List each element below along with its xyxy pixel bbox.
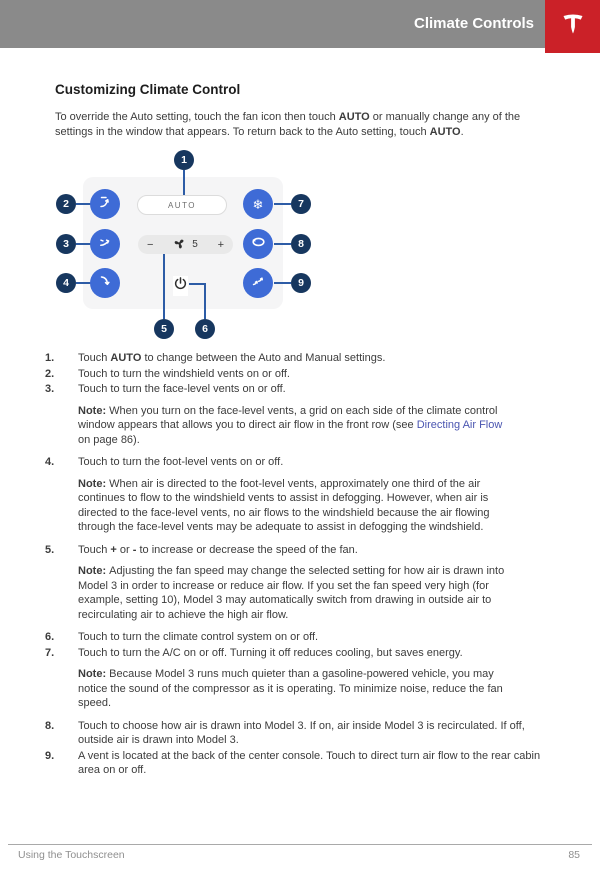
auto-button: AUTO <box>137 195 227 215</box>
note-paragraph: Note: Adjusting the fan speed may change the selected setting for how air is drawn into Model 3 in order to increase or reduce air flow. If you set the fan speed very high (for example, setting 10), Model 3 may automatically switch from drawing in outside air to recirculating air to achieve the high air flow. <box>78 565 505 621</box>
instruction-list <box>0 351 558 778</box>
fan-speed-control <box>138 235 233 254</box>
list-item: 6. Touch to turn the climate control system on or off. <box>45 631 319 643</box>
list-item: 8. Touch to choose how air is drawn into Model 3. If on, air inside Model 3 is recirculated. If off, outside air is drawn into Model 3. <box>45 719 525 746</box>
climate-controls-diagram <box>0 147 600 343</box>
footer-chapter-label: Using the Touchscreen <box>18 849 125 861</box>
callout-6: 6 <box>195 319 215 339</box>
callout-9: 9 <box>291 273 311 293</box>
note-paragraph: Note: Because Model 3 runs much quieter than a gasoline-powered vehicle, you may notice the sound of the compressor as it is operating. To minimize noise, reduce the fan speed. <box>78 668 503 709</box>
list-item: 7. Touch to turn the A/C on or off. Turning it off reduces cooling, but saves energy. <box>45 646 463 659</box>
callout-4-line <box>76 282 91 284</box>
callout-3: 3 <box>56 234 76 254</box>
list-item: 5. Touch + or - to increase or decrease the speed of the fan. <box>45 543 358 556</box>
callout-7-line <box>274 203 291 205</box>
callout-1-line <box>183 170 185 195</box>
fan-speed-minus-button: − <box>147 238 154 251</box>
tesla-logo-box <box>545 0 600 53</box>
recirculate-air-icon <box>250 233 267 255</box>
recirculate-air-button <box>243 229 273 259</box>
ac-button <box>243 189 273 219</box>
callout-9-line <box>274 282 291 284</box>
power-icon <box>173 276 188 296</box>
fan-speed-value: 5 <box>192 239 198 250</box>
rear-vent-button <box>243 268 273 298</box>
callout-3-line <box>76 243 91 245</box>
header-bar <box>0 0 600 48</box>
rear-vent-icon <box>250 273 266 294</box>
intro-paragraph: To override the Auto setting, touch the fan icon then touch AUTO or manually change any of the settings in the window that appears. To return back to the Auto setting, touch AUTO. <box>55 111 521 138</box>
callout-6-line-h <box>189 283 205 285</box>
fan-speed-plus-button: + <box>217 238 224 251</box>
list-item: 2. Touch to turn the windshield vents on or off. <box>45 367 290 380</box>
callout-8: 8 <box>291 234 311 254</box>
callout-2: 2 <box>56 194 76 214</box>
note-paragraph: Note: When air is directed to the foot-level vents, approximately one third of the air continues to flow to the windshield vents to assist in defogging. However, when air is directed to the face-level vents, no air flows to the windshield because the air flowing through the face-level vents may be adequate to assist in defogging the windshield. <box>78 477 490 533</box>
note-paragraph: Note: When you turn on the face-level vents, a grid on each side of the climate control window appears that allows you to direct air flow in the front row (see Directing Air Flow on page 86). <box>78 404 503 446</box>
ac-snowflake-icon: ❄ <box>252 196 264 212</box>
directing-air-flow-link[interactable]: Directing Air Flow <box>416 419 503 431</box>
list-item: 4. Touch to turn the foot-level vents on or off. <box>45 456 284 468</box>
foot-vent-icon <box>97 273 113 294</box>
face-vent-icon <box>97 234 113 255</box>
page-footer <box>8 844 592 861</box>
list-item: 3. Touch to turn the face-level vents on or off. <box>45 383 286 395</box>
callout-7: 7 <box>291 194 311 214</box>
fan-icon <box>173 237 186 253</box>
callout-6-line-v <box>204 283 206 319</box>
list-item: 9. A vent is located at the back of the center console. Touch to direct turn air flow to the rear cabin area on or off. <box>45 749 541 776</box>
page-header-title: Climate Controls <box>413 15 534 32</box>
page-number: 85 <box>568 849 580 861</box>
windshield-vent-button <box>90 189 120 219</box>
list-item: 1. Touch AUTO to change between the Auto and Manual settings. <box>45 352 386 364</box>
section-title: Customizing Climate Control <box>55 82 241 97</box>
foot-vent-button <box>90 268 120 298</box>
callout-5-line <box>163 254 165 319</box>
callout-8-line <box>274 243 291 245</box>
callout-2-line <box>76 203 91 205</box>
windshield-vent-icon <box>97 194 113 215</box>
tesla-logo-icon <box>560 11 586 42</box>
face-vent-button <box>90 229 120 259</box>
callout-1: 1 <box>174 150 194 170</box>
page-content <box>0 48 600 778</box>
callout-5: 5 <box>154 319 174 339</box>
callout-4: 4 <box>56 273 76 293</box>
